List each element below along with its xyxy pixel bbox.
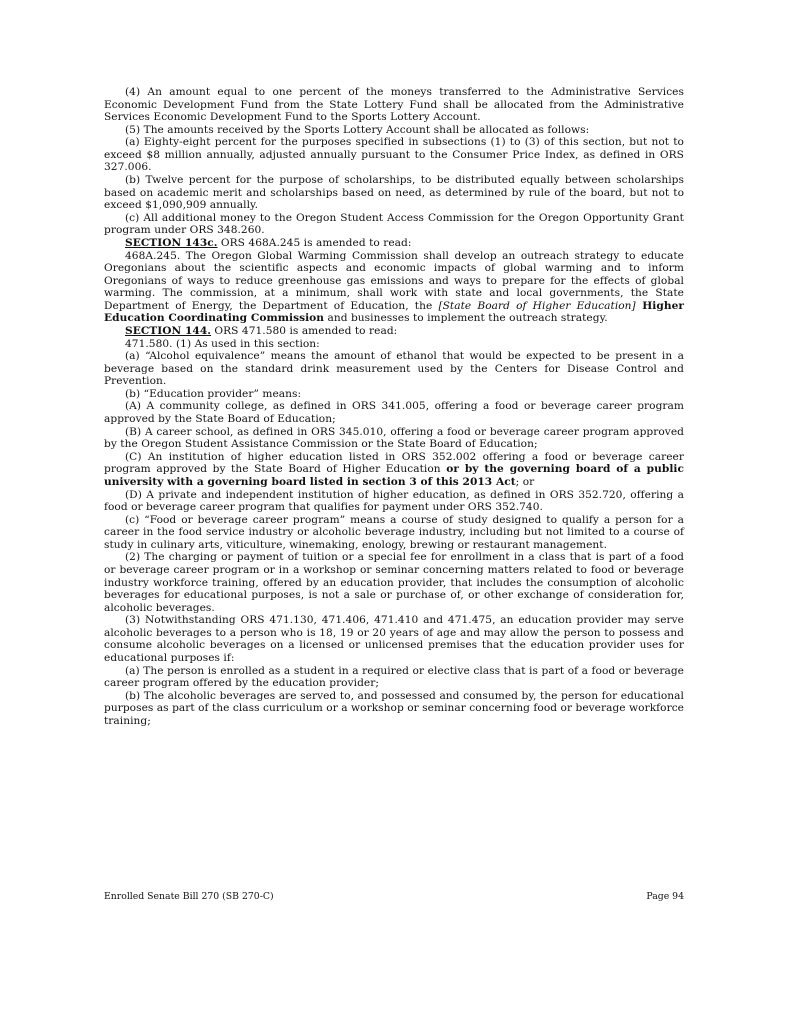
paragraph: (4) An amount equal to one percent of the moneys transferred to the Administrative Services Economic Development Fund from the State Lottery Fund shall be allocated from the Administrative Services Economic Development Fund to the Sports Lottery Account. [104,86,684,124]
text: ; or [515,475,535,488]
section-intro: ORS 471.580 is amended to read: [211,324,398,337]
page-footer [104,891,684,902]
paragraph: (a) “Alcohol equivalence” means the amount of ethanol that would be expected to be present in a beverage based on the standard drink measurement used by the Centers for Disease Control and Prevention. [104,350,684,388]
bill-identifier: Enrolled Senate Bill 270 (SB 270-C) [104,891,274,902]
paragraph: (b) “Education provider” means: [125,387,302,400]
section-heading: SECTION 143c. [125,236,218,249]
added-text: Higher Education Coordinating Commission [104,299,684,325]
paragraph: (a) Eighty-eight percent for the purposes specified in subsections (1) to (3) of this section, but not to exceed $8 million annually, adjusted annually pursuant to the Consumer Price Index, as defined in ORS 327.006. [104,136,684,174]
text: (C) An institution of higher education listed in ORS 352.002 offering a food or beverage career program approved by the State Board of Higher Education [104,450,684,476]
section-144-line [104,325,684,338]
text: 468A.245. The Oregon Global Warming Commission shall develop an outreach strategy to educate Oregonians about the scientific aspects and economic impacts of global warming and to inform Oregonians of ways to reduce greenhouse gas emissions and ways to prepare for the effects of global warming. The commission, at a minimum, shall work with state and local governments, the State Department of Energy, the Department of Education, the [104,249,684,312]
paragraph: (c) “Food or beverage career program” means a course of study designed to qualify a person for a career in the food service industry or alcoholic beverage industry, including but not limited to a course of study in culinary arts, viticulture, winemaking, enology, brewing or restaurant management. [104,513,684,551]
text: and businesses to implement the outreach strategy. [324,312,608,325]
paragraph: 471.580. (1) As used in this section: [125,337,320,350]
paragraph-c [104,451,684,489]
document-body [104,86,684,727]
paragraph: (b) The alcoholic beverages are served to, and possessed and consumed by, the person for educational purposes as part of the class curriculum or a workshop or seminar concerning food or beverage workforce training; [104,689,684,727]
page-number: Page 94 [646,891,684,902]
section-intro: ORS 468A.245 is amended to read: [217,236,412,249]
paragraph: (a) The person is enrolled as a student in a required or elective class that is part of a food or beverage career program offered by the education provider; [104,664,684,690]
paragraph-468a245 [104,250,684,325]
paragraph: (2) The charging or payment of tuition or a special fee for enrollment in a class that is part of a food or beverage career program or in a workshop or seminar concerning matters related to food or beverage industry workforce training, offered by an education provider, that includes the consumption of alcoholic beverages for educational purposes, is not a sale or purchase of, or other exchange of consideration for, alcoholic beverages. [104,551,684,614]
paragraph: (3) Notwithstanding ORS 471.130, 471.406, 471.410 and 471.475, an education provider may serve alcoholic beverages to a person who is 18, 19 or 20 years of age and may allow the person to possess and consume alcoholic beverages on a licensed or unlicensed premises that the education provider uses for educational purposes if: [104,614,684,665]
paragraph: (b) Twelve percent for the purpose of scholarships, to be distributed equally between scholarships based on academic merit and scholarships based on need, as determined by rule of the board, but not to exceed $1,090,909 annually. [104,174,684,212]
added-text: or by the governing board of a public university with a governing board listed in section 3 of this 2013 Act [104,463,684,488]
deleted-text: [State Board of Higher Education] [438,299,636,312]
paragraph: (5) The amounts received by the Sports Lottery Account shall be allocated as follows: [125,123,590,136]
paragraph: (B) A career school, as defined in ORS 345.010, offering a food or beverage career program approved by the Oregon Student Assistance Commission or the State Board of Education; [104,425,684,451]
section-143c-line [104,237,684,250]
paragraph: (A) A community college, as defined in ORS 341.005, offering a food or beverage career program approved by the State Board of Education; [104,400,684,426]
paragraph: (c) All additional money to the Oregon Student Access Commission for the Oregon Opportunity Grant program under ORS 348.260. [104,211,684,237]
paragraph: (D) A private and independent institution of higher education, as defined in ORS 352.720, offering a food or beverage career program that qualifies for payment under ORS 352.740. [104,488,684,514]
section-heading: SECTION 144. [125,324,211,337]
